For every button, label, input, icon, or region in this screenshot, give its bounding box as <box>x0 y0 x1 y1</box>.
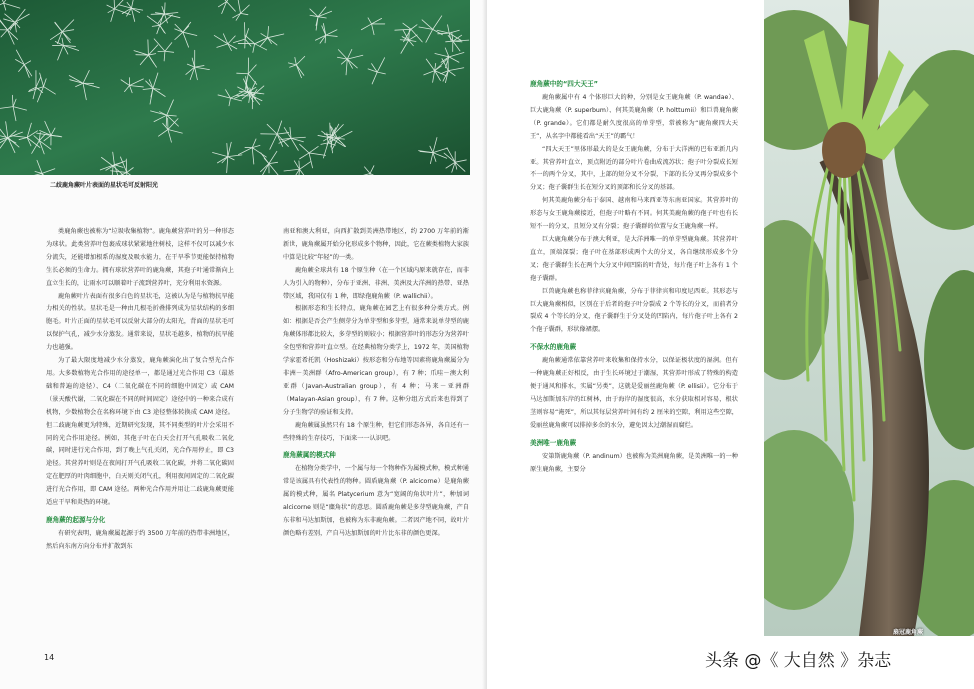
paragraph: 鹿角蕨全球共有 18 个原生种（在一个区域内原来就存在，而非人为引入的物种），分布于亚洲、非洲、美洲及大洋洲的热带、亚热带区域，我国仅有 1 种，即绿孢鹿角蕨（P. wallichii）。 <box>283 266 469 300</box>
paragraph: 类鹿角蕨也被称为“垃圾收集植物”。鹿角蕨营养叶的另一种形态为球状。此类营养叶包裹成球状紧紧地往树枝，这样不仅可以减少水分流失，还能增加根系的湿度及吸水能力，在干旱季节更能保持植物生长必须的生命力。拥有球状营养叶的鹿角蕨，其孢子叶通常渐向上直立生长的，让雨水可以顺着叶子流到营养叶，充分利用水资源。 <box>46 228 234 287</box>
paragraph: “四大天王”里体形最大的是女王鹿角蕨，分布于大洋洲的巴布亚新几内亚。其营养叶直立，顶点附近的部分叶片卷曲成流苏状；孢子叶分裂成长短不一的两个分叉，其中，上部的短分叉不分裂，下部的长分叉再分裂成多个分叉；孢子囊群生长在短分叉的顶部和长分叉的基部。 <box>530 145 738 192</box>
tree-fern-image <box>764 0 974 636</box>
star-hair-leaf-photo <box>0 0 470 175</box>
paragraph: 根据形态和生长特点，鹿角蕨在园艺上有很多种分类方式。例如：根据是否会产生侧芽分为单芽型和多芽型，通常来说单芽型的鹿角蕨体形都比较大，多芽型的则较小；根据营养叶的形态分为营养叶全包型和营养叶直立型。在经典植物分类学上，1972 年，美国植物学家霍希托凯（Hoshizaki）按形态和分布地等因素将鹿角蕨属分为非洲－美洲群（Afro-American group），有 7 种；爪哇－澳大利亚群（Javan-Australian group），有 4 种；马来－亚洲群（Malayan-Asian group），有 7 种。这种分组方式后来也得到了分子生物学的验证和支持。 <box>283 305 469 416</box>
paragraph: 鹿角蕨属虽然只有 18 个原生种，但它们形态各异，各自还有一些特殊的生存技巧，下面来一一认识吧。 <box>283 421 469 442</box>
paragraph: 在植物分类学中，一个属与每一个物种作为属模式种，模式种通常是该属具有代表性的物种。圆盾鹿角蕨（P. alcicorne）是鹿角蕨属的模式种，属名 Platycerium 意为“宽阔的角状叶片”，种加词 alcicorne 则是“麋角状”的意思。圆盾鹿角蕨是多芽型鹿角蕨，产自东非和马达加斯加，也被称为东非鹿角蕨。二者因产地不同，故叶片颜色略有差别，产自马达加斯加的叶片比东非的颜色更深。 <box>283 465 469 537</box>
paragraph: 鹿角蕨属中有 4 个体形巨大的种，分别是女王鹿角蕨（P. wandae）、巨大鹿角蕨（P. superbum）、何其美鹿角蕨（P. holttumii）和巨兽鹿角蕨（P. grande）。它们都是耐久度很高的单芽型，常被称为“鹿角蕨四大天王”，从名字中都能看出“天王”的霸气！ <box>530 94 738 140</box>
section-heading: 鹿角蕨中的“四大天王” <box>530 80 599 88</box>
section-heading: 鹿角蕨的起源与分化 <box>46 515 106 524</box>
article-column-3 <box>530 74 738 476</box>
paragraph: 有研究表明，鹿角蕨属起源于约 3500 万年前的热带非洲地区，然后向东南方向分布并扩散到东 <box>46 529 234 550</box>
paragraph: 为了最大限度地减少水分蒸发，鹿角蕨演化出了复合型光合作用。大多数植物光合作用的途径单一，都是通过光合作用 C3（最基础和普遍的途径）、C4（二氧化碳在不同的细胞中固定）或 CAM（景天酸代谢，二氧化碳在不同的时间固定）途径中的一种来合成有机物，少数植物会在名称环境下由 C3 途径整体转换成 CAM 途径。但二歧鹿角蕨更为特殊，近期研究发现，其不同类型的叶片会采用不同的光合作用途径。例如，其孢子叶在白天会打开气孔吸收二氧化碳，同时进行光合作用，到了晚上气孔关闭，光合作用停止，即 C3 途径。其营养叶则是在夜间打开气孔吸收二氧化碳，并将二氧化碳固定在肥厚的叶肉细胞中，白天则关闭气孔，利用夜间固定的二氧化碳进行光合作用，即 CAM 途径。两种光合作用并用让二歧鹿角蕨更能适应干旱和炎热的环境。 <box>46 357 234 507</box>
paragraph: 鹿角蕨通常依靠营养叶来收集和保持水分，以保证极状度的湿润。但有一种鹿角蕨正好相反，由于生长环境过于潮湿，其营养叶形成了特殊的构造便于通风和排水，实属“另类”，这就是爱丽丝鹿角蕨（P. ellisii）。它分布于马达加斯加东岸的红树林，由于海岸的湿度很高，水分获取相对容易，根状茎则容易“淹死”，所以其每层营养叶间有约 2 厘米的空隙，利用这些空隙，爱丽丝鹿角蕨可以排掉多余的水分，避免因太过潮湿而腐烂。 <box>530 357 738 429</box>
paragraph: 鹿角蕨叶片表面有很多白色的星状毛，这被认为是与植物抗旱能力相关的性状。星状毛是一种由几根毛折叠排列成为星状结构的多细胞毛。叶片正面的星状毛可以反射大部分的太阳光，背面的星状毛可以保护气孔，减少水分蒸发。通常来说，星状毛越多，植物的抗旱能力也越强。 <box>46 292 234 352</box>
paragraph: 安第斯鹿角蕨（P. andinum）也被称为美洲鹿角蕨，是美洲唯一的一种原生鹿角蕨，主要分 <box>530 452 738 473</box>
paragraph: 南亚和澳大利亚，向西扩散到美洲热带地区，约 2700 万年前的渐新世，鹿角蕨属开始分化形成多个物种，因此，它在蕨类植物大家族中算是比较“年轻”的一类。 <box>283 228 469 261</box>
page-number: 14 <box>44 653 55 662</box>
paragraph: 巨兽鹿角蕨也称菲律宾鹿角蕨，分布于菲律宾和印度尼西亚。其形态与巨大鹿角蕨相似，区别在于后者的孢子叶分裂成 2 个等长的分叉，而前者分裂成 4 个等长的分叉，孢子囊群生于分叉处的凹陷内，每片孢子叶上各有 2 个孢子囊群，形状像裙摆。 <box>530 287 738 334</box>
staghorn-fern-tree-photo <box>764 0 974 636</box>
tree-photo-caption: 扇冠鹿角蕨 <box>893 629 924 636</box>
watermark: 头条 @《 大自然 》杂志 <box>705 651 892 671</box>
section-heading: 鹿角蕨属的模式种 <box>283 451 336 460</box>
paragraph: 何其美鹿角蕨分布于泰国、越南和马来西亚等东南亚国家。其营养叶的形态与女王鹿角蕨接近，但孢子叶略有不同。何其美鹿角蕨的孢子叶也有长短不一的分叉，且短分叉有分裂；孢子囊群的位置与女王鹿角蕨一样。 <box>530 197 738 231</box>
article-column-1 <box>46 226 234 554</box>
section-heading: 美洲唯一鹿角蕨 <box>530 438 577 447</box>
article-column-2 <box>283 226 469 541</box>
section-heading: 不保水的鹿角蕨 <box>530 343 577 352</box>
leaf-surface-image <box>0 0 470 175</box>
top-photo-caption: 二歧鹿角蕨叶片表面的星状毛可反射阳光 <box>50 182 159 189</box>
paragraph: 巨大鹿角蕨分布于澳大利亚，是大洋洲唯一的单芽型鹿角蕨。其营养叶直立，顶端深裂；孢子叶在基部形成两个大的分叉，各自继续形成多个分叉；孢子囊群生长在两个大分叉中间凹陷的叶背处，每片孢子叶上各有 1 个孢子囊群。 <box>530 235 738 282</box>
